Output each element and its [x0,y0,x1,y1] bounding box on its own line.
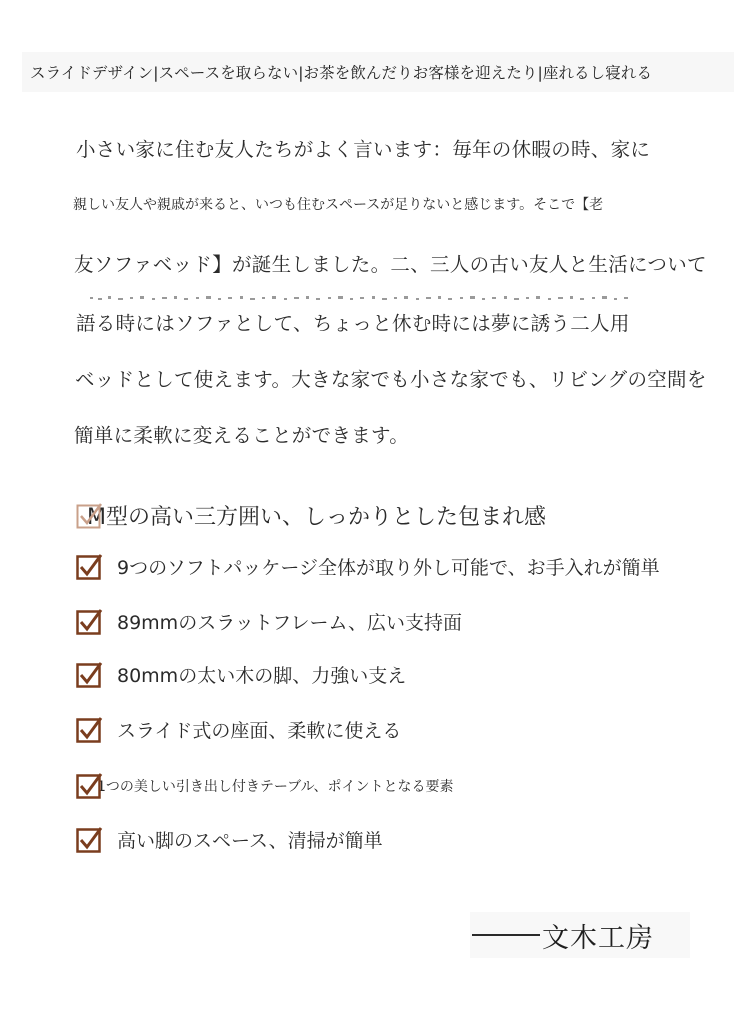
feature-label: 80mmの太い木の脚、力強い支え [117,665,407,687]
feature-label: 1つの美しい引き出し付きテーブル、ポイントとなる要素 [97,778,454,795]
intro-line: 小さい家に住む友人たちがよく言います：毎年の休暇の時、家に [76,138,651,161]
intro-line: 友ソファベッド】が誕生しました。二、三人の古い友人と生活について [74,253,707,276]
header-banner [22,52,734,92]
checkbox-checked-icon [76,502,103,529]
feature-item [76,772,454,799]
header-title: スライドデザイン|スペースを取らない|お茶を飲んだりお客様を迎えたり|座れるし寝れる [30,64,653,82]
checkbox-checked-icon [76,826,103,853]
checkbox-checked-icon [76,772,103,799]
signature-text: 文木工房 [542,922,654,954]
feature-label: M型の高い三方囲い、しっかりとした包まれ感 [87,505,546,530]
feature-label: 9つのソフトパッケージ全体が取り外し可能で、お手入れが簡単 [117,557,660,579]
intro-line: 簡単に柔軟に変えることができます。 [74,424,410,447]
checkbox-checked-icon [76,608,103,635]
feature-label: 89mmのスラットフレーム、広い支持面 [117,612,463,634]
intro-line: 語る時にはソファとして、ちょっと休む時には夢に誘う二人用 [76,312,630,335]
feature-item [76,661,406,688]
checkbox-checked-icon [76,716,103,743]
checkbox-checked-icon [76,661,103,688]
feature-item [76,608,462,635]
feature-label: 高い脚のスペース、清掃が簡単 [117,830,383,852]
feature-item [76,826,383,853]
signature-dash [472,934,540,936]
feature-item [76,500,546,531]
feature-item [76,553,660,580]
checkbox-checked-icon [76,553,103,580]
signature [470,912,690,958]
scan-noise [90,294,630,304]
intro-line: ベッドとして使えます。大きな家でも小さな家でも、リビングの空間を [75,368,707,391]
feature-item [76,716,401,743]
intro-line: 親しい友人や親戚が来ると、いつも住むスペースが足りないと感じます。そこで【老 [73,197,604,213]
feature-label: スライド式の座面、柔軟に使える [117,720,402,742]
